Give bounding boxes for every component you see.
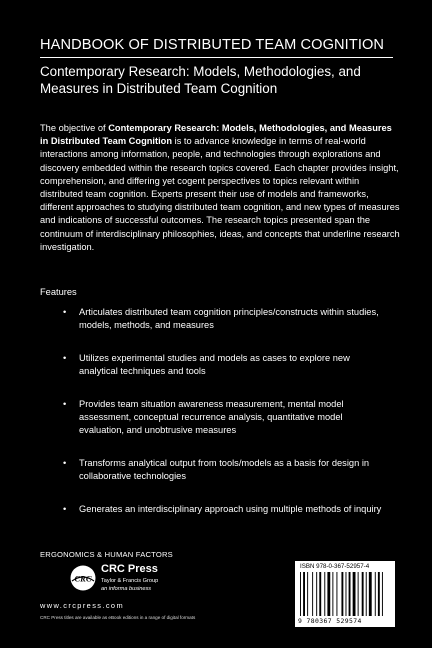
series-title: HANDBOOK OF DISTRIBUTED TEAM COGNITION — [40, 37, 385, 53]
crc-logo-text: CRC — [74, 573, 92, 584]
barcode-bar — [324, 572, 325, 616]
barcode-bar — [327, 572, 330, 616]
bullet-icon: • — [63, 504, 67, 514]
bullet-icon: • — [63, 458, 67, 468]
barcode-bar — [303, 572, 305, 616]
barcode-bar — [362, 572, 364, 616]
feature-item — [63, 306, 383, 332]
barcode-bar — [341, 572, 343, 616]
barcode-bar — [319, 572, 321, 616]
barcode-digits: 9 780367 529574 — [298, 617, 362, 625]
title-divider — [40, 57, 393, 58]
publisher-informa: an informa business — [101, 586, 152, 592]
barcode-bar — [378, 572, 380, 616]
publisher-group: Taylor & Francis Group — [101, 578, 159, 584]
barcode-bar — [353, 572, 356, 616]
barcode-bar — [349, 572, 351, 616]
barcode-bar — [358, 572, 359, 616]
feature-text: Utilizes experimental studies and models as cases to explore new analytical techniques and tools — [79, 353, 350, 376]
barcode-bar — [300, 572, 301, 616]
barcode-bar — [346, 572, 347, 616]
book-subtitle: Contemporary Research: Models, Methodologies, and Measures in Distributed Team Cognition — [40, 64, 361, 96]
description-paragraph — [40, 122, 400, 254]
barcode-bar — [375, 572, 376, 616]
features-heading: Features — [40, 287, 77, 297]
description-body: is to advance knowledge in terms of real-world interactions among information, people, and technologies through explorations and discovery embedded within the research topics covered. Each chapter provides insight, comprehension, and differing yet cogent perspectives to topics relevant within distributed team cognition. Experts present their use of models and frameworks, different approaches to studying distributed team cognition, and new types of measures and indications of successful outcomes. The research topics presented span the continuum of interdisciplinary philosophies, ideas, and concepts that underline research investigation. — [40, 136, 400, 252]
feature-text: Provides team situation awareness measurement, mental model assessment, conceptual recurrence analysis, quantitative model evaluation, and unobtrusive measures — [79, 399, 344, 435]
description-book-title: Contemporary Research: Models, Methodologies, and Measures in Distributed Team Cognition — [40, 123, 392, 147]
feature-text: Generates an interdisciplinary approach using multiple methods of inquiry — [79, 504, 382, 514]
feature-item — [63, 457, 383, 483]
ebook-note: CRC Press titles are available as eBook editions in a range of digital formats — [40, 615, 196, 620]
isbn-number: ISBN 978-0-367-52957-4 — [300, 563, 370, 570]
barcode-bar — [336, 572, 337, 616]
bullet-icon: • — [63, 353, 67, 363]
barcode-bar — [332, 572, 333, 616]
description-lead: The objective of — [40, 123, 109, 133]
barcode-bar — [312, 572, 313, 616]
feature-item — [63, 398, 383, 437]
barcode-bar — [316, 572, 317, 616]
subject-category: ERGONOMICS & HUMAN FACTORS — [40, 550, 173, 559]
publisher-name: CRC Press — [101, 563, 158, 575]
barcode-bar — [382, 572, 383, 616]
crc-logo-icon — [70, 565, 96, 591]
isbn-barcode-block — [295, 561, 395, 627]
feature-item — [63, 352, 383, 378]
barcode-bar — [307, 572, 308, 616]
barcode-bar — [366, 572, 367, 616]
feature-text: Articulates distributed team cognition principles/constructs within studies, models, methods, and measures — [79, 307, 379, 330]
bullet-icon: • — [63, 399, 67, 409]
feature-item — [63, 503, 381, 516]
publisher-website[interactable]: www.crcpress.com — [40, 601, 124, 610]
barcode-bar — [369, 572, 372, 616]
barcode-icon — [299, 572, 391, 616]
bullet-icon: • — [63, 307, 67, 317]
feature-text: Transforms analytical output from tools/models as a basis for design in collaborative technologies — [79, 458, 370, 481]
